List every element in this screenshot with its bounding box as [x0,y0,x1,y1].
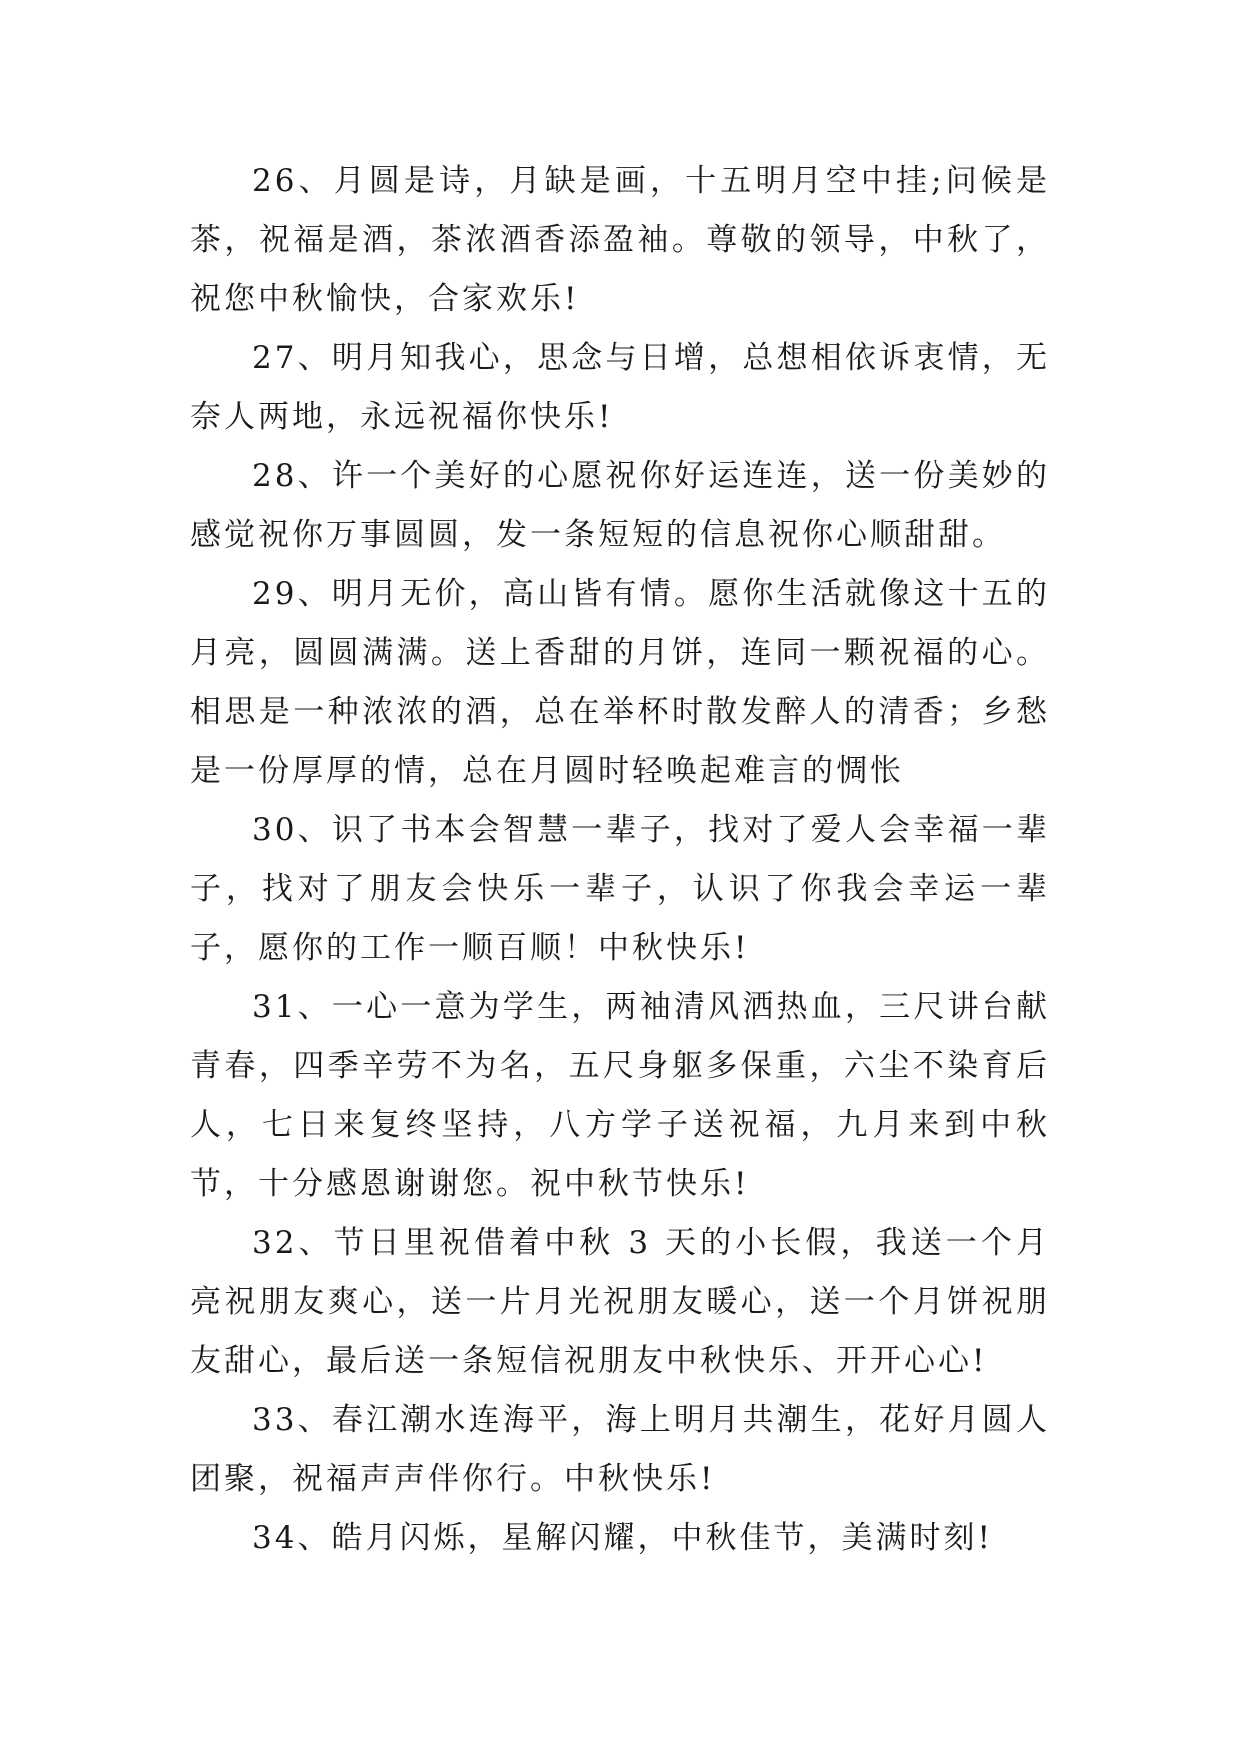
document-body [190,152,1050,1568]
paragraph-29: 29、明月无价，高山皆有情。愿你生活就像这十五的月亮，圆圆满满。送上香甜的月饼，连同一颗祝福的心。相思是一种浓浓的酒，总在举杯时散发醉人的清香；乡愁是一份厚厚的情，总在月圆时轻唤起难言的惆怅 [190,576,1050,789]
paragraph-31: 31、一心一意为学生，两袖清风洒热血，三尺讲台献青春，四季辛劳不为名，五尺身躯多保重，六尘不染育后人，七日来复终坚持，八方学子送祝福，九月来到中秋节，十分感恩谢谢您。祝中秋节快乐! [190,989,1050,1202]
paragraph-34: 34、皓月闪烁，星解闪耀，中秋佳节，美满时刻! [252,1520,993,1556]
paragraph-28: 28、许一个美好的心愿祝你好运连连，送一份美妙的感觉祝你万事圆圆，发一条短短的信息祝你心顺甜甜。 [190,458,1050,553]
paragraph-26: 26、月圆是诗，月缺是画，十五明月空中挂;问候是茶，祝福是酒，茶浓酒香添盈袖。尊敬的领导，中秋了，祝您中秋愉快，合家欢乐! [190,163,1050,317]
paragraph-27: 27、明月知我心，思念与日增，总想相依诉衷情，无奈人两地，永远祝福你快乐! [190,340,1050,435]
paragraph-32: 32、节日里祝借着中秋 3 天的小长假，我送一个月亮祝朋友爽心，送一片月光祝朋友暖心，送一个月饼祝朋友甜心，最后送一条短信祝朋友中秋快乐、开开心心! [190,1225,1050,1379]
paragraph-30: 30、识了书本会智慧一辈子，找对了爱人会幸福一辈子，找对了朋友会快乐一辈子，认识了你我会幸运一辈子，愿你的工作一顺百顺！中秋快乐! [190,812,1050,966]
paragraph-33: 33、春江潮水连海平，海上明月共潮生，花好月圆人团聚，祝福声声伴你行。中秋快乐! [190,1402,1050,1497]
